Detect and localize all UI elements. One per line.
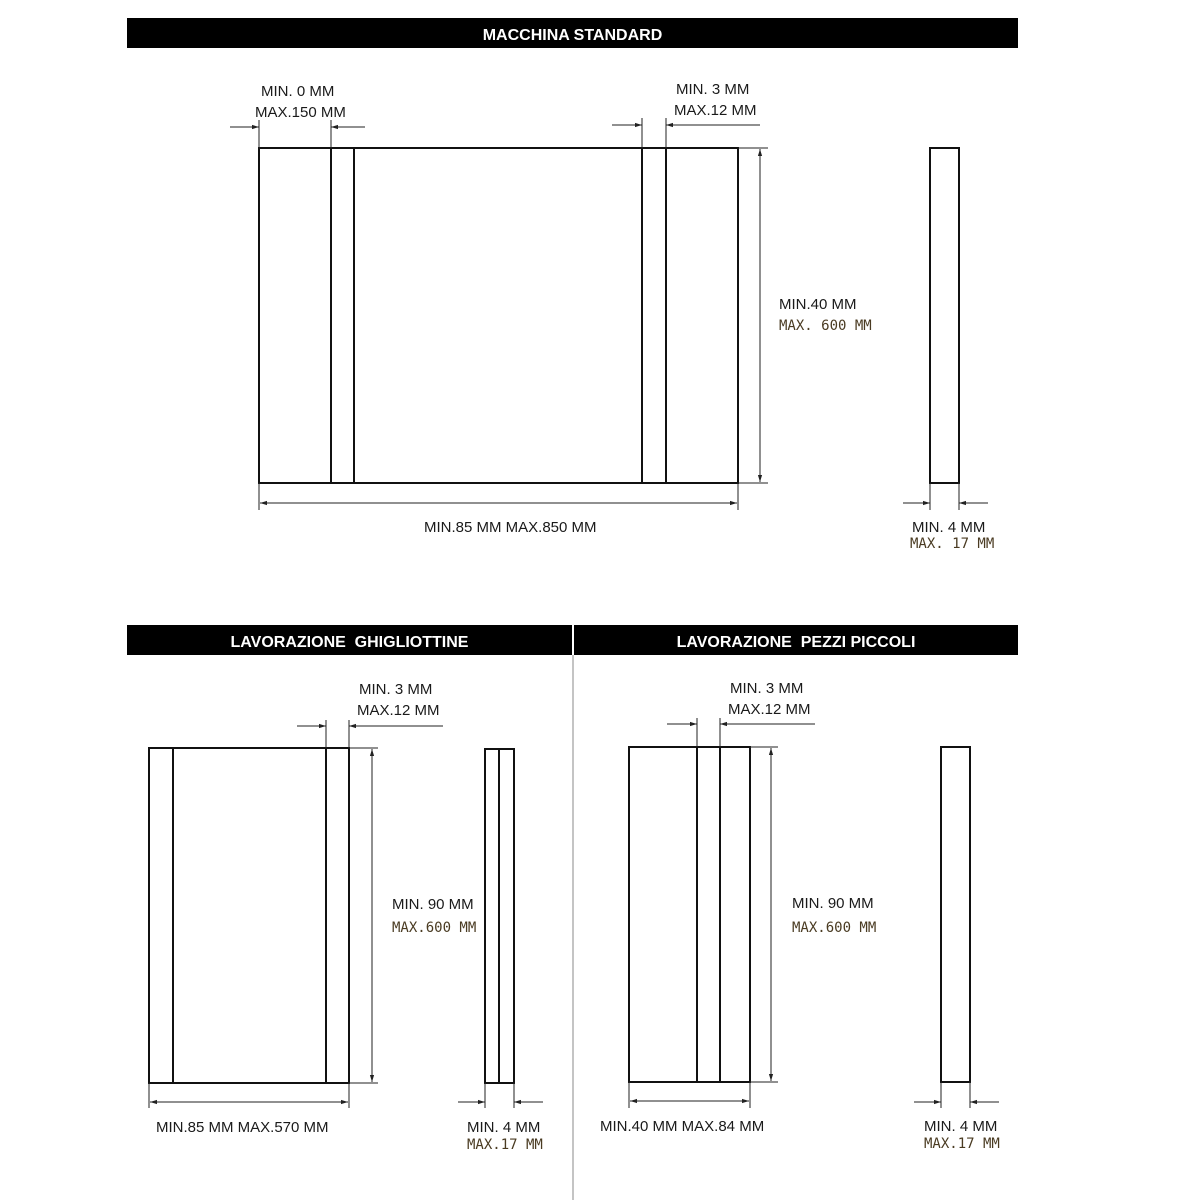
standard-groove-dimension [612,118,760,148]
standard-panel-drawing [259,148,738,483]
guillotine-groove-min-label: MIN. 3 MM [359,681,433,698]
standard-thickness-max-label: MAX. 17 MM [910,536,995,552]
section-title-standard: MACCHINA STANDARD [127,18,1018,48]
small-parts-groove-min-label: MIN. 3 MM [730,680,804,697]
guillotine-height-min-label: MIN. 90 MM [392,896,474,913]
standard-margin-max-label: MAX.150 MM [255,104,346,121]
guillotine-thickness-max-label: MAX.17 MM [467,1137,543,1153]
guillotine-panel-drawing [149,748,349,1083]
small-parts-length-dimension [629,1082,750,1108]
section-title-small-parts: LAVORAZIONE PEZZI PICCOLI [574,625,1018,655]
standard-thickness-min-label: MIN. 4 MM [912,519,986,536]
guillotine-length-label: MIN.85 MM MAX.570 MM [156,1119,329,1136]
guillotine-height-max-label: MAX.600 MM [392,920,477,936]
standard-height-max-label: MAX. 600 MM [779,318,872,334]
guillotine-thickness-min-label: MIN. 4 MM [467,1119,541,1136]
guillotine-groove-max-label: MAX.12 MM [357,702,440,719]
section-title-guillotine: LAVORAZIONE GHIGLIOTTINE [127,625,572,655]
guillotine-length-dimension [149,1083,349,1108]
standard-groove-min-label: MIN. 3 MM [676,81,750,98]
standard-margin-dimension [230,120,365,148]
small-parts-thickness-max-label: MAX.17 MM [924,1136,1000,1152]
guillotine-panel-outline [149,748,349,1083]
guillotine-height-dimension [349,748,378,1083]
small-parts-height-max-label: MAX.600 MM [792,920,877,936]
standard-length-label: MIN.85 MM MAX.850 MM [424,519,597,536]
standard-height-min-label: MIN.40 MM [779,296,857,313]
guillotine-thickness-dimension [458,1083,543,1108]
small-parts-height-dimension [750,747,778,1082]
small-parts-height-min-label: MIN. 90 MM [792,895,874,912]
standard-height-dimension [738,148,768,483]
small-parts-length-label: MIN.40 MM MAX.84 MM [600,1118,765,1135]
standard-groove-max-label: MAX.12 MM [674,102,757,119]
small-parts-groove-max-label: MAX.12 MM [728,701,811,718]
standard-side-view [930,148,959,483]
small-parts-thickness-min-label: MIN. 4 MM [924,1118,998,1135]
small-parts-side-view [941,747,970,1082]
standard-margin-min-label: MIN. 0 MM [261,83,335,100]
guillotine-groove-dimension [297,720,443,748]
small-parts-thickness-dimension [914,1082,999,1108]
small-parts-panel-drawing [629,747,750,1082]
standard-thickness-dimension [903,483,988,510]
standard-length-dimension [259,483,738,510]
small-parts-groove-dimension [667,718,815,747]
small-parts-panel-outline [629,747,750,1082]
